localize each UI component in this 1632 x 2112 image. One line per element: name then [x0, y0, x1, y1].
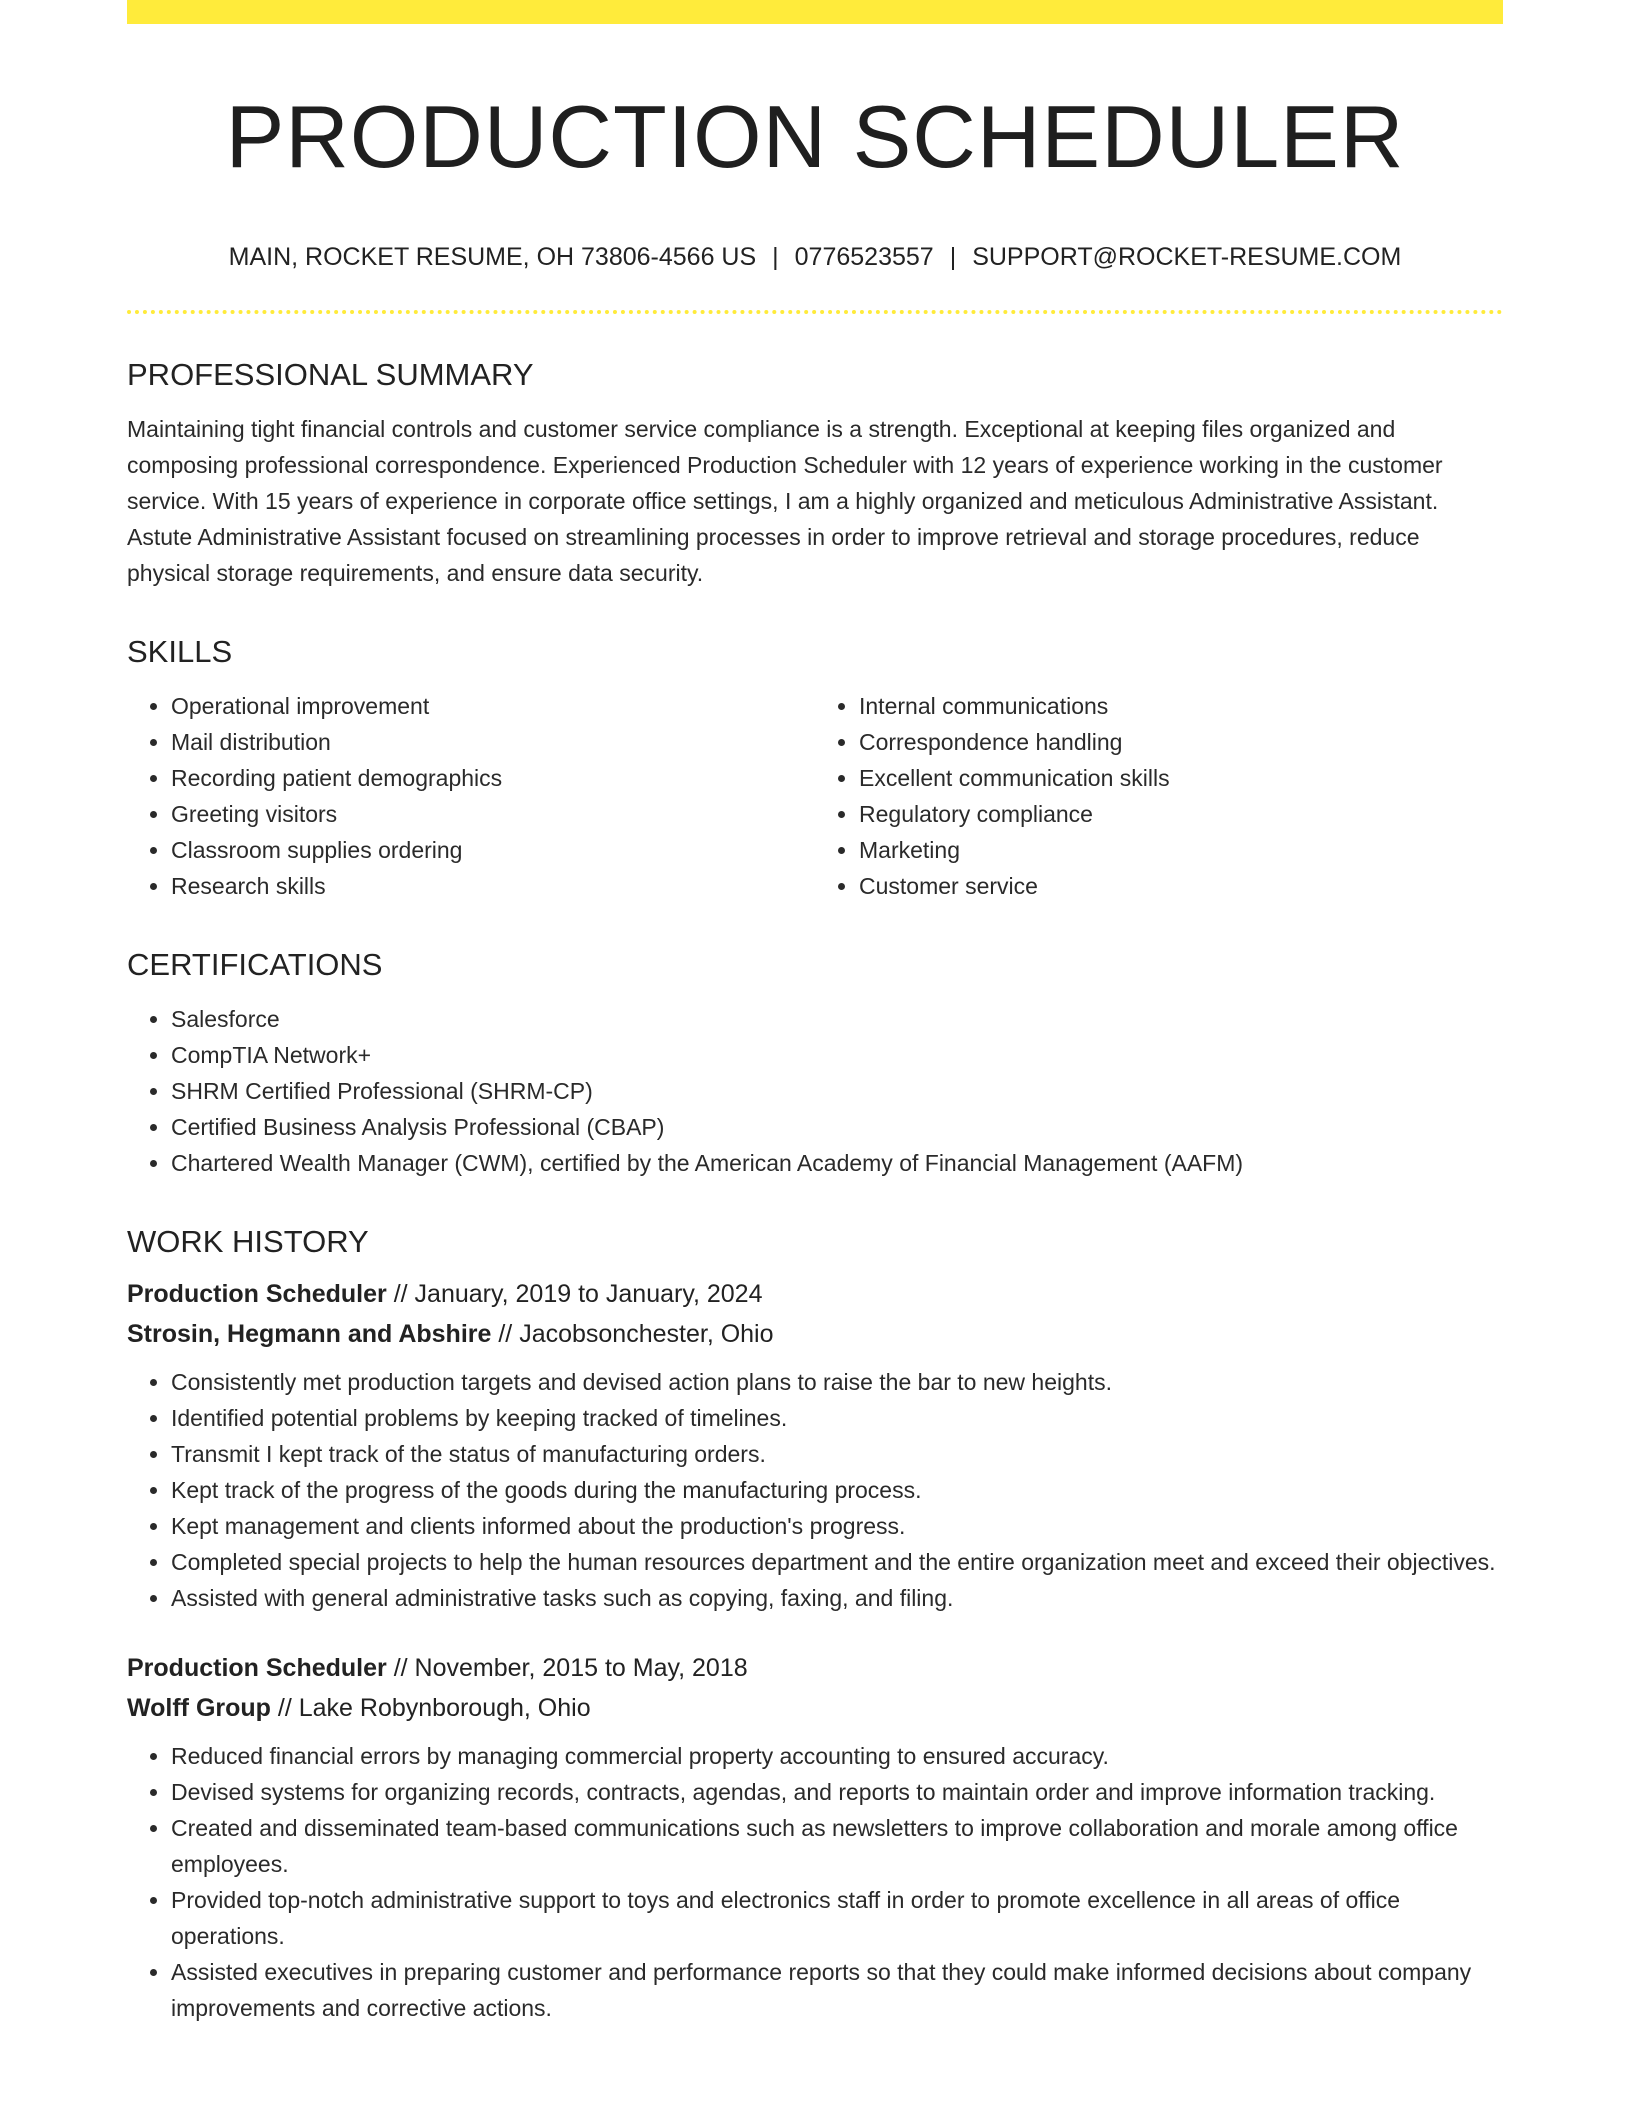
- skill-item: • Regulatory compliance: [859, 796, 1503, 832]
- skill-item: • Operational improvement: [171, 688, 815, 724]
- job-bullet: • Assisted executives in preparing customer and performance reports so that they could make informed decisions about company improvements and corrective actions.: [171, 1954, 1503, 2026]
- accent-top-bar: [127, 0, 1503, 24]
- job-entry: [127, 1648, 1503, 2026]
- skills-list-right: [815, 688, 1503, 904]
- certification-item: • SHRM Certified Professional (SHRM-CP): [171, 1073, 1503, 1109]
- job-title-line: [127, 1274, 1503, 1314]
- job-bullet: • Provided top-notch administrative support to toys and electronics staff in order to promote excellence in all areas of office operations.: [171, 1882, 1503, 1954]
- work-history-heading: WORK HISTORY: [127, 1224, 369, 1260]
- job-bullet: • Reduced financial errors by managing commercial property accounting to ensured accuracy.: [171, 1738, 1503, 1774]
- job-bullets: [127, 1364, 1503, 1616]
- certification-item: • Salesforce: [171, 1001, 1503, 1037]
- skill-item: • Marketing: [859, 832, 1503, 868]
- job-bullet: • Created and disseminated team-based communications such as newsletters to improve collaboration and morale among office employees.: [171, 1810, 1503, 1882]
- job-bullet: • Consistently met production targets and devised action plans to raise the bar to new heights.: [171, 1364, 1503, 1400]
- skills-heading: SKILLS: [127, 633, 233, 669]
- summary-text: Maintaining tight financial controls and customer service compliance is a strength. Exceptional at keeping files organized and composing professional correspondence. Experienced Production Scheduler with 12 years of experience working in the customer service. With 15 years of experience in corporate office settings, I am a highly organized and meticulous Administrative Assistant. Astute Administrative Assistant focused on streamlining processes in order to improve retrieval and storage procedures, reduce physical storage requirements, and ensure data security.: [127, 415, 1443, 586]
- job-bullet: • Devised systems for organizing records, contracts, agendas, and reports to maintain order and improve information tracking.: [171, 1774, 1503, 1810]
- skill-item: • Mail distribution: [171, 724, 815, 760]
- skill-item: • Recording patient demographics: [171, 760, 815, 796]
- dotted-divider: [127, 310, 1503, 314]
- certification-item: • Chartered Wealth Manager (CWM), certified by the American Academy of Financial Management (AAFM): [171, 1145, 1503, 1181]
- job-company-line: [127, 1688, 1503, 1728]
- contact-separator: |: [772, 242, 779, 271]
- page-title: PRODUCTION SCHEDULER: [225, 87, 1405, 186]
- contact-phone: 0776523557: [794, 242, 934, 271]
- skill-item: • Excellent communication skills: [859, 760, 1503, 796]
- certifications-heading: CERTIFICATIONS: [127, 946, 383, 982]
- job-entry: [127, 1274, 1503, 1616]
- contact-line: [127, 242, 1503, 272]
- job-company: Strosin, Hegmann and Abshire: [127, 1320, 492, 1349]
- work-history-section: [127, 1223, 1503, 2026]
- contact-email: SUPPORT@ROCKET-RESUME.COM: [972, 242, 1402, 271]
- skill-item: • Greeting visitors: [171, 796, 815, 832]
- job-title: Production Scheduler: [127, 1280, 387, 1309]
- skills-grid: [127, 688, 1503, 904]
- skill-item: • Customer service: [859, 868, 1503, 904]
- job-company: Wolff Group: [127, 1694, 271, 1723]
- job-bullet: • Completed special projects to help the human resources department and the entire organization meet and exceed their objectives.: [171, 1544, 1503, 1580]
- job-title-line: [127, 1648, 1503, 1688]
- certifications-list: [127, 1001, 1503, 1181]
- summary-section: [127, 356, 1503, 591]
- job-bullet: • Kept track of the progress of the goods during the manufacturing process.: [171, 1472, 1503, 1508]
- summary-heading: PROFESSIONAL SUMMARY: [127, 356, 534, 392]
- certification-item: • Certified Business Analysis Professional (CBAP): [171, 1109, 1503, 1145]
- skill-item: • Internal communications: [859, 688, 1503, 724]
- skill-item: • Research skills: [171, 868, 815, 904]
- job-location: // Lake Robynborough, Ohio: [277, 1694, 591, 1723]
- certification-item: • CompTIA Network+: [171, 1037, 1503, 1073]
- contact-address: MAIN, ROCKET RESUME, OH 73806-4566 US: [228, 242, 757, 271]
- job-bullets: [127, 1738, 1503, 2026]
- job-location: // Jacobsonchester, Ohio: [498, 1320, 774, 1349]
- skills-section: [127, 633, 1503, 904]
- job-bullet: • Identified potential problems by keeping tracked of timelines.: [171, 1400, 1503, 1436]
- job-bullet: • Kept management and clients informed about the production's progress.: [171, 1508, 1503, 1544]
- resume-page: [127, 0, 1503, 2058]
- skills-list-left: [127, 688, 815, 904]
- job-bullet: • Assisted with general administrative tasks such as copying, faxing, and filing.: [171, 1580, 1503, 1616]
- job-dates: // November, 2015 to May, 2018: [393, 1654, 748, 1683]
- job-dates: // January, 2019 to January, 2024: [393, 1280, 763, 1309]
- skill-item: • Correspondence handling: [859, 724, 1503, 760]
- job-company-line: [127, 1314, 1503, 1354]
- job-bullet: • Transmit I kept track of the status of manufacturing orders.: [171, 1436, 1503, 1472]
- certifications-section: [127, 946, 1503, 1181]
- skill-item: • Classroom supplies ordering: [171, 832, 815, 868]
- job-title: Production Scheduler: [127, 1654, 387, 1683]
- contact-separator: |: [949, 242, 957, 271]
